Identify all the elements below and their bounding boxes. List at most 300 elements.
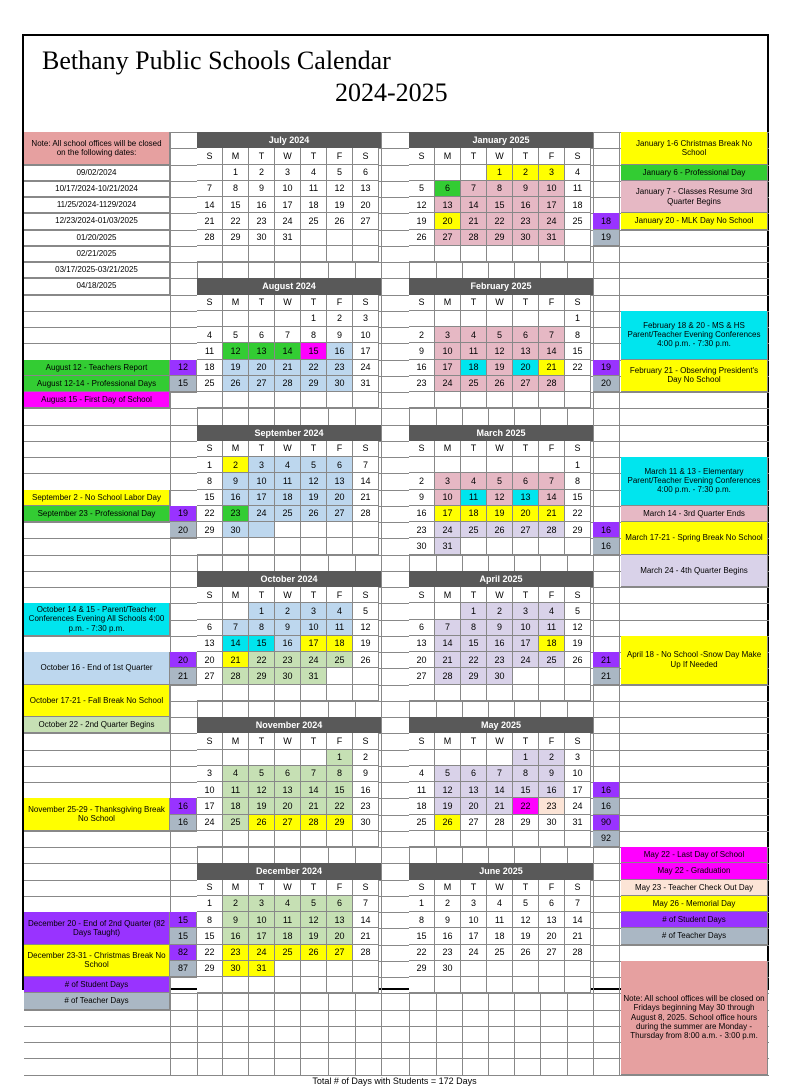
right-note: February 21 - Observing President's Day No School	[621, 360, 768, 393]
weekday-label: F	[539, 587, 565, 603]
right-note: May 22 - Graduation	[621, 863, 768, 879]
weekday-label: T	[301, 441, 327, 457]
month-header: March 2025	[409, 425, 593, 441]
calendar-day: 16	[275, 636, 301, 652]
calendar-day: 16	[435, 928, 461, 944]
calendar-day: 5	[565, 603, 591, 619]
calendar-day: 22	[327, 798, 353, 814]
weekday-label: S	[353, 587, 379, 603]
weekday-label: S	[353, 880, 379, 896]
calendar-day: 29	[223, 230, 249, 246]
weekday-label: S	[565, 733, 591, 749]
left-note: December 20 - End of 2nd Quarter (82 Days Taught)	[24, 912, 170, 945]
empty-day	[223, 311, 249, 327]
calendar-day: 3	[275, 165, 301, 181]
empty-day	[487, 977, 513, 993]
calendar-day: 25	[223, 815, 249, 831]
month-header: September 2024	[197, 425, 381, 441]
grid-row-line	[24, 782, 769, 783]
left-note: 11/25/2024-1129/2024	[24, 197, 170, 213]
calendar-day: 7	[487, 766, 513, 782]
calendar-day: 8	[513, 766, 539, 782]
calendar-day: 7	[461, 181, 487, 197]
empty-day	[487, 750, 513, 766]
calendar-day: 22	[461, 652, 487, 668]
calendar-day: 24	[539, 213, 565, 229]
calendar-day: 15	[223, 197, 249, 213]
calendar-day: 22	[565, 360, 591, 376]
empty-day	[539, 668, 565, 684]
empty-day	[249, 977, 275, 993]
calendar-day: 22	[301, 360, 327, 376]
calendar-day: 16	[409, 360, 435, 376]
calendar-day: 26	[565, 652, 591, 668]
calendar-day: 9	[435, 912, 461, 928]
calendar-day: 1	[565, 311, 591, 327]
empty-day	[435, 392, 461, 408]
calendar-day: 14	[539, 343, 565, 359]
weekday-label: M	[223, 587, 249, 603]
calendar-day: 15	[301, 343, 327, 359]
empty-day	[409, 311, 435, 327]
empty-day	[301, 230, 327, 246]
weekday-label: T	[513, 441, 539, 457]
grid-row-line	[24, 425, 769, 426]
left-note: 01/20/2025	[24, 230, 170, 246]
empty-day	[249, 522, 275, 538]
empty-day	[435, 311, 461, 327]
left-note: August 12 - Teachers Report	[24, 360, 170, 376]
weekday-label: T	[301, 295, 327, 311]
empty-day	[513, 831, 539, 847]
calendar-day: 18	[461, 360, 487, 376]
calendar-day: 3	[353, 311, 379, 327]
weekday-label: W	[487, 880, 513, 896]
calendar-day: 23	[327, 360, 353, 376]
calendar-day: 26	[223, 376, 249, 392]
calendar-day: 16	[249, 197, 275, 213]
calendar-day: 6	[197, 620, 223, 636]
calendar-day: 27	[327, 945, 353, 961]
weekday-label: T	[513, 880, 539, 896]
empty-day	[275, 685, 301, 701]
calendar-day: 2	[249, 165, 275, 181]
month-header: July 2024	[197, 132, 381, 148]
empty-day	[275, 831, 301, 847]
calendar-day: 9	[539, 766, 565, 782]
calendar-day: 27	[197, 668, 223, 684]
empty-day	[461, 961, 487, 977]
calendar-day: 28	[487, 815, 513, 831]
calendar-day: 19	[565, 636, 591, 652]
empty-day	[565, 376, 591, 392]
calendar-day: 22	[197, 506, 223, 522]
calendar-day: 12	[327, 181, 353, 197]
calendar-day: 15	[487, 197, 513, 213]
right-note: February 18 & 20 - MS & HS Parent/Teacher Evening Conferences 4:00 p.m. - 7:30 p.m.	[621, 311, 768, 360]
empty-day	[223, 750, 249, 766]
calendar-day: 4	[409, 766, 435, 782]
calendar-day: 18	[487, 928, 513, 944]
weekday-label: T	[249, 148, 275, 164]
weekday-label: M	[435, 587, 461, 603]
calendar-day: 28	[223, 668, 249, 684]
calendar-day: 11	[461, 490, 487, 506]
calendar-day: 28	[275, 376, 301, 392]
calendar-day: 9	[223, 473, 249, 489]
weekday-label: S	[353, 295, 379, 311]
empty-day	[353, 977, 379, 993]
calendar-day: 4	[461, 327, 487, 343]
calendar-day: 30	[353, 815, 379, 831]
calendar-day: 12	[353, 620, 379, 636]
left-note: # of Student Days	[24, 977, 170, 993]
weekly-count: 20	[170, 652, 197, 668]
empty-day	[353, 538, 379, 554]
weekday-label: S	[565, 148, 591, 164]
weekly-count: 15	[170, 376, 197, 392]
left-note: September 2 - No School Labor Day	[24, 490, 170, 506]
weekday-label: M	[223, 733, 249, 749]
empty-day	[197, 311, 223, 327]
calendar-day: 12	[249, 782, 275, 798]
calendar-day: 7	[353, 457, 379, 473]
empty-day	[353, 685, 379, 701]
weekday-label: T	[461, 441, 487, 457]
empty-day	[565, 977, 591, 993]
calendar-day: 30	[513, 230, 539, 246]
calendar-day: 3	[565, 750, 591, 766]
empty-day	[565, 668, 591, 684]
empty-day	[565, 831, 591, 847]
calendar-day: 10	[249, 912, 275, 928]
weekday-label: S	[565, 441, 591, 457]
weekday-label: M	[223, 880, 249, 896]
calendar-day: 1	[513, 750, 539, 766]
calendar-day: 31	[565, 815, 591, 831]
calendar-day: 19	[409, 213, 435, 229]
right-note: March 24 - 4th Quarter Begins	[621, 555, 768, 588]
calendar-day: 16	[513, 197, 539, 213]
calendar-day: 14	[353, 473, 379, 489]
weekday-label: F	[539, 441, 565, 457]
calendar-day: 4	[539, 603, 565, 619]
empty-day	[461, 977, 487, 993]
calendar-day: 27	[275, 815, 301, 831]
calendar-day: 8	[461, 620, 487, 636]
calendar-day: 8	[301, 327, 327, 343]
empty-day	[513, 311, 539, 327]
calendar-day: 11	[197, 343, 223, 359]
calendar-day: 20	[435, 213, 461, 229]
weekday-label: T	[249, 880, 275, 896]
calendar-day: 13	[513, 490, 539, 506]
weekday-label: M	[435, 733, 461, 749]
calendar-day: 4	[275, 457, 301, 473]
weekday-label: S	[353, 441, 379, 457]
calendar-day: 6	[461, 766, 487, 782]
calendar-day: 5	[353, 603, 379, 619]
weekday-label: T	[301, 587, 327, 603]
calendar-day: 17	[435, 506, 461, 522]
calendar-day: 19	[353, 636, 379, 652]
calendar-day: 20	[249, 360, 275, 376]
calendar-day: 12	[487, 343, 513, 359]
calendar-day: 1	[197, 896, 223, 912]
calendar-day: 15	[197, 928, 223, 944]
calendar-day: 30	[487, 668, 513, 684]
right-note: Note: All school offices will be closed on Fridays beginning May 30 through August 8, 2025. School office hours during the summer are Monday - Thursday from 8:00 a.m. - 3:00 p.m.	[621, 961, 768, 1075]
weekday-label: W	[275, 148, 301, 164]
month-header: October 2024	[197, 571, 381, 587]
right-note: May 22 - Last Day of School	[621, 847, 768, 863]
calendar-day: 25	[301, 213, 327, 229]
calendar-day: 30	[223, 961, 249, 977]
empty-day	[435, 685, 461, 701]
calendar-day: 28	[461, 230, 487, 246]
calendar-day: 23	[487, 652, 513, 668]
calendar-day: 2	[487, 603, 513, 619]
calendar-day: 11	[539, 620, 565, 636]
weekday-label: S	[353, 733, 379, 749]
calendar-day: 25	[409, 815, 435, 831]
empty-day	[223, 977, 249, 993]
calendar-day: 6	[327, 457, 353, 473]
calendar-day: 4	[301, 165, 327, 181]
calendar-day: 20	[275, 798, 301, 814]
empty-day	[539, 685, 565, 701]
calendar-day: 14	[223, 636, 249, 652]
empty-day	[513, 246, 539, 262]
empty-day	[223, 685, 249, 701]
calendar-day: 10	[435, 490, 461, 506]
weekday-label: W	[275, 733, 301, 749]
empty-day	[409, 750, 435, 766]
calendar-day: 18	[539, 636, 565, 652]
calendar-day: 1	[487, 165, 513, 181]
calendar-day: 5	[249, 766, 275, 782]
empty-day	[301, 685, 327, 701]
calendar-day: 10	[539, 181, 565, 197]
calendar-day: 19	[487, 506, 513, 522]
weekday-label: T	[249, 733, 275, 749]
calendar-day: 16	[327, 343, 353, 359]
weekly-count: 82	[170, 945, 197, 961]
calendar-day: 26	[301, 945, 327, 961]
month-header: November 2024	[197, 717, 381, 733]
weekday-label: S	[197, 880, 223, 896]
empty-day	[301, 750, 327, 766]
calendar-day: 26	[409, 230, 435, 246]
calendar-day: 17	[249, 928, 275, 944]
empty-day	[409, 165, 435, 181]
calendar-day: 23	[539, 798, 565, 814]
empty-day	[435, 977, 461, 993]
right-note: # of Teacher Days	[621, 928, 768, 944]
calendar-day: 6	[327, 896, 353, 912]
month-header: April 2025	[409, 571, 593, 587]
calendar-day: 19	[249, 798, 275, 814]
right-note: # of Student Days	[621, 912, 768, 928]
calendar-day: 8	[409, 912, 435, 928]
calendar-day: 7	[223, 620, 249, 636]
calendar-day: 8	[197, 912, 223, 928]
calendar-day: 20	[327, 490, 353, 506]
empty-day	[249, 538, 275, 554]
calendar-day: 3	[249, 896, 275, 912]
calendar-day: 31	[353, 376, 379, 392]
calendar-day: 19	[301, 928, 327, 944]
empty-day	[353, 246, 379, 262]
calendar-day: 15	[565, 343, 591, 359]
grid-col-line	[619, 132, 620, 1075]
calendar-day: 6	[275, 766, 301, 782]
calendar-day: 7	[565, 896, 591, 912]
calendar-day: 29	[565, 522, 591, 538]
calendar-day: 27	[353, 213, 379, 229]
calendar-day: 11	[275, 912, 301, 928]
calendar-day: 16	[223, 928, 249, 944]
calendar-day: 14	[461, 197, 487, 213]
empty-day	[461, 246, 487, 262]
calendar-day: 25	[461, 522, 487, 538]
calendar-day: 24	[435, 522, 461, 538]
weekday-label: M	[435, 441, 461, 457]
calendar-day: 10	[301, 620, 327, 636]
calendar-day: 26	[327, 213, 353, 229]
empty-day	[487, 538, 513, 554]
empty-day	[461, 750, 487, 766]
calendar-day: 3	[461, 896, 487, 912]
calendar-day: 11	[409, 782, 435, 798]
calendar-day: 18	[409, 798, 435, 814]
weekly-count: 16	[593, 538, 620, 554]
right-note: May 26 - Memorial Day	[621, 896, 768, 912]
calendar-day: 10	[197, 782, 223, 798]
calendar-day: 17	[539, 197, 565, 213]
empty-day	[539, 977, 565, 993]
calendar-day: 5	[301, 896, 327, 912]
calendar-day: 7	[539, 327, 565, 343]
calendar-day: 11	[487, 912, 513, 928]
calendar-day: 26	[301, 506, 327, 522]
weekly-count: 15	[170, 928, 197, 944]
calendar-day: 17	[249, 490, 275, 506]
calendar-day: 2	[539, 750, 565, 766]
grid-row-line	[24, 750, 769, 751]
weekday-label: S	[409, 295, 435, 311]
weekday-label: S	[565, 880, 591, 896]
grid-col-line	[381, 132, 382, 1075]
calendar-day: 13	[197, 636, 223, 652]
calendar-day: 9	[487, 620, 513, 636]
calendar-day: 13	[461, 782, 487, 798]
empty-day	[409, 392, 435, 408]
weekday-label: T	[249, 587, 275, 603]
weekly-count: 21	[593, 652, 620, 668]
right-note: January 1-6 Christmas Break No School	[621, 132, 768, 165]
calendar-day: 16	[539, 782, 565, 798]
calendar-day: 15	[409, 928, 435, 944]
month-header: June 2025	[409, 863, 593, 879]
empty-day	[409, 685, 435, 701]
right-note: January 6 - Professional Day	[621, 165, 768, 181]
empty-day	[327, 392, 353, 408]
empty-day	[565, 392, 591, 408]
calendar-day: 10	[275, 181, 301, 197]
calendar-day: 3	[435, 473, 461, 489]
weekday-label: F	[327, 880, 353, 896]
calendar-day: 19	[435, 798, 461, 814]
weekday-label: S	[353, 148, 379, 164]
empty-day	[409, 977, 435, 993]
weekday-label: T	[301, 733, 327, 749]
empty-day	[301, 392, 327, 408]
calendar-day: 3	[249, 457, 275, 473]
calendar-day: 27	[249, 376, 275, 392]
calendar-day: 18	[565, 197, 591, 213]
calendar-day: 25	[275, 945, 301, 961]
calendar-day: 24	[513, 652, 539, 668]
calendar-day: 24	[301, 652, 327, 668]
calendar-day: 3	[513, 603, 539, 619]
calendar-day: 1	[461, 603, 487, 619]
calendar-day: 18	[301, 197, 327, 213]
empty-day	[539, 246, 565, 262]
weekday-label: S	[409, 441, 435, 457]
weekday-label: S	[197, 733, 223, 749]
calendar-day: 10	[353, 327, 379, 343]
calendar-day: 16	[353, 782, 379, 798]
calendar-day: 20	[539, 928, 565, 944]
calendar-day: 14	[353, 912, 379, 928]
calendar-day: 14	[565, 912, 591, 928]
calendar-day: 15	[461, 636, 487, 652]
month-header: May 2025	[409, 717, 593, 733]
empty-day	[249, 831, 275, 847]
calendar-day: 29	[487, 230, 513, 246]
weekday-label: F	[539, 148, 565, 164]
calendar-day: 2	[223, 896, 249, 912]
calendar-day: 19	[487, 360, 513, 376]
empty-day	[275, 750, 301, 766]
calendar-day: 23	[353, 798, 379, 814]
calendar-day: 23	[249, 213, 275, 229]
grid-col-line	[593, 132, 594, 1075]
weekday-label: F	[327, 148, 353, 164]
grid-row-line	[24, 733, 769, 734]
calendar-day: 30	[435, 961, 461, 977]
calendar-day: 15	[249, 636, 275, 652]
calendar-day: 30	[327, 376, 353, 392]
calendar-day: 21	[487, 798, 513, 814]
empty-day	[435, 457, 461, 473]
right-note: May 23 - Teacher Check Out Day	[621, 880, 768, 896]
empty-day	[327, 538, 353, 554]
left-note: October 16 - End of 1st Quarter	[24, 652, 170, 685]
calendar-day: 21	[197, 213, 223, 229]
empty-day	[327, 977, 353, 993]
empty-day	[487, 392, 513, 408]
calendar-day: 19	[513, 928, 539, 944]
calendar-day: 1	[223, 165, 249, 181]
empty-day	[353, 230, 379, 246]
empty-day	[409, 831, 435, 847]
weekday-label: S	[197, 441, 223, 457]
calendar-day: 4	[565, 165, 591, 181]
empty-day	[223, 831, 249, 847]
month-header: January 2025	[409, 132, 593, 148]
